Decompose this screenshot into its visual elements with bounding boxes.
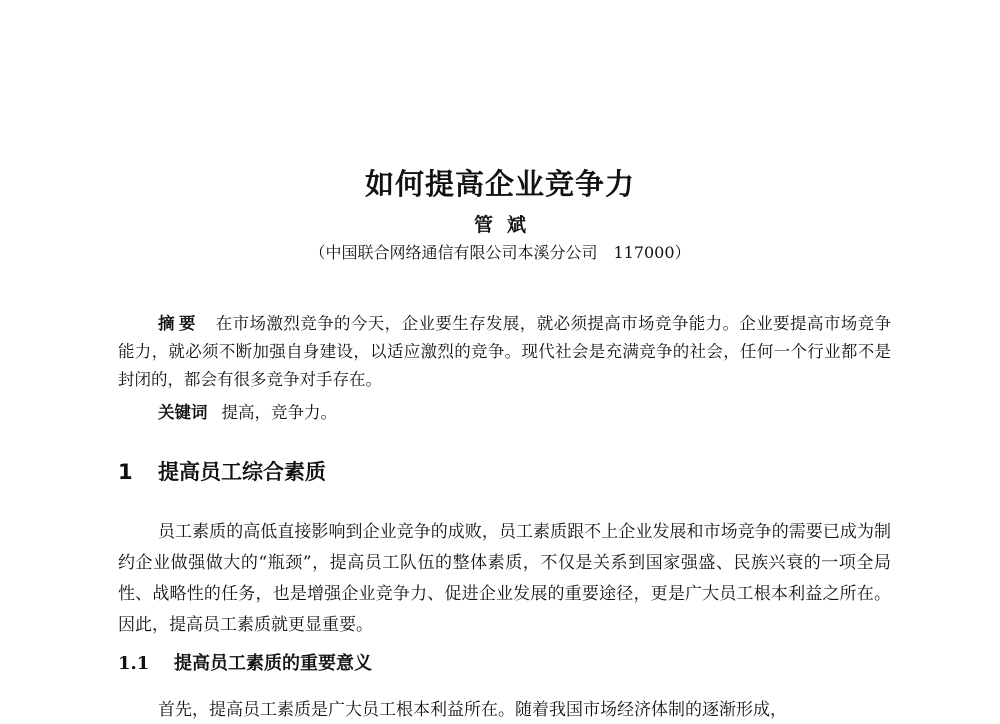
section-paragraph: 员工素质的高低直接影响到企业竞争的成败，员工素质跟不上企业发展和市场竞争的需要已成为制约企业做强做大的“瓶颈”，提高员工队伍的整体素质，不仅是关系到国家强盛、民族兴衰的一项全局性、战略性的任务，也是增强企业竞争力、促进企业发展的重要途径，更是广大员工根本利益之所在。因此，提高员工素质就更显重要。 <box>118 522 891 635</box>
section-title: 提高员工综合素质 <box>158 460 326 484</box>
subsection-title: 提高员工素质的重要意义 <box>174 653 372 674</box>
section-heading <box>118 457 326 487</box>
subsection-paragraph: 首先，提高员工素质是广大员工根本利益所在。随着我国市场经济体制的逐渐形成， <box>158 700 787 720</box>
abstract <box>118 310 891 394</box>
author-name: 管斌 <box>473 214 540 236</box>
subsection-number: 1.1 <box>118 653 150 674</box>
section-number: 1 <box>118 460 133 484</box>
abstract-label: 摘要 <box>158 314 200 333</box>
keywords-label: 关键词 <box>158 403 208 422</box>
keywords-text: 提高，竞争力。 <box>221 403 337 422</box>
keywords <box>158 399 337 427</box>
abstract-text: 在市场激烈竞争的今天，企业要生存发展，就必须提高市场竞争能力。企业要提高市场竞争能力，就必须不断加强自身建设，以适应激烈的竞争。现代社会是充满竞争的社会，任何一个行业都不是封闭的，都会有很多竞争对手存在。 <box>118 314 892 389</box>
author-affiliation: （中国联合网络通信有限公司本溪分公司 117000） <box>309 243 691 262</box>
paper-title: 如何提高企业竞争力 <box>364 167 635 201</box>
subsection-heading <box>118 650 372 678</box>
